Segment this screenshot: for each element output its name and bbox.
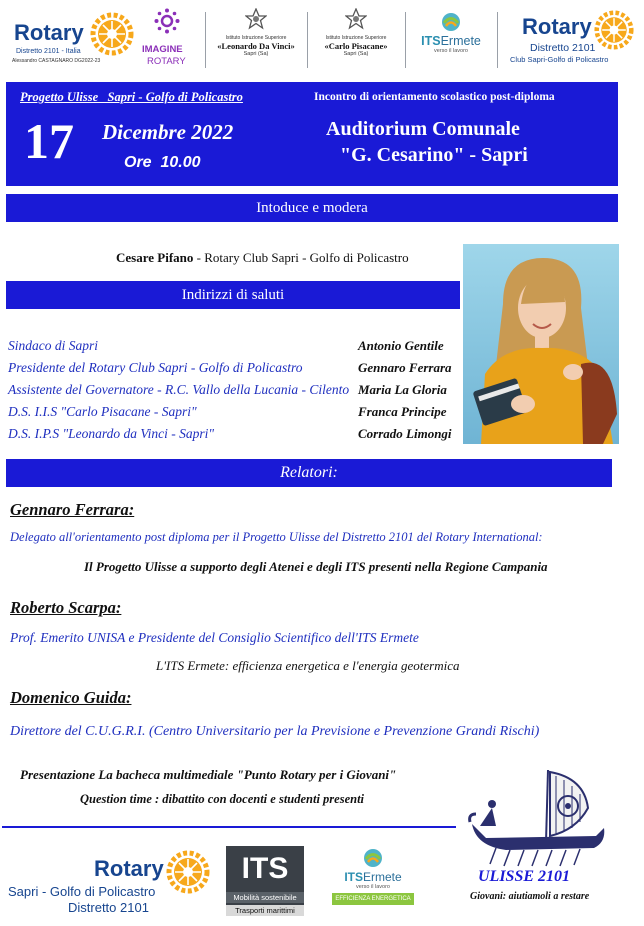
- ermete-label: Ermete: [362, 870, 402, 884]
- its-mobility-label: Mobilità sostenibile: [226, 892, 304, 903]
- its-ermete-mark-icon: [438, 10, 464, 32]
- speakers-bar: Relatori:: [6, 459, 612, 487]
- greeting-role: D.S. I.I.S "Carlo Pisacane - Sapri": [8, 404, 197, 419]
- speaker-role: Direttore del C.U.G.R.I. (Centro Universitario per la Previsione e Prevenzione Grandi Rischi): [10, 724, 540, 739]
- speaker-name: Gennaro Ferrara:: [10, 500, 135, 519]
- rotary-logo-left: [8, 10, 138, 70]
- event-day: 17: [24, 113, 74, 169]
- header-divider: [405, 12, 406, 68]
- imagine-rotary-label: ROTARY: [147, 56, 186, 67]
- its-ermete-wordmark: [332, 870, 414, 884]
- its-ermete-wordmark: [408, 34, 494, 48]
- school2-city: Sapri (Sa): [343, 51, 369, 57]
- speaker-role: Prof. Emerito UNISA e Presidente del Consiglio Scientifico dell'ITS Ermete: [10, 630, 419, 645]
- greeting-name: Corrado Limongi: [358, 426, 452, 441]
- greeting-name: Franca Principe: [358, 404, 447, 419]
- its-ermete-mark-icon: [360, 846, 386, 868]
- greeting-name: Maria La Gloria: [358, 382, 447, 397]
- speaker-topic: Il Progetto Ulisse a supporto degli Atenei e degli ITS presenti nella Regione Campania: [84, 559, 548, 574]
- its-ermete-logo: [408, 10, 494, 70]
- greeting-name: Antonio Gentile: [358, 338, 444, 353]
- school-pisacane-logo: [308, 8, 404, 72]
- italian-emblem-icon: [345, 8, 367, 32]
- school-da-vinci-logo: [206, 8, 306, 72]
- greeting-row: [8, 380, 458, 402]
- closing-question-time: Question time : dibattito con docenti e studenti presenti: [80, 792, 365, 806]
- ulisse-logo: [466, 764, 616, 914]
- moderator-name: Cesare Pifano: [116, 250, 194, 265]
- its-ermete-tagline: verso il lavoro: [356, 884, 390, 890]
- venue-detail: "G. Cesarino" - Sapri: [340, 144, 528, 166]
- footer-rule: [2, 826, 456, 828]
- event-time: Ore 10.00: [124, 154, 201, 171]
- ulisse-subtitle: Giovani: aiutiamoli a restare: [470, 891, 590, 902]
- italian-emblem-icon: [245, 8, 267, 32]
- ermete-label: Ermete: [440, 34, 481, 48]
- header-divider: [497, 12, 498, 68]
- greeting-row: [8, 358, 458, 380]
- intro-bar: Intoduce e modera: [6, 194, 618, 222]
- rotary-logo-right: [500, 8, 640, 72]
- event-month-year: Dicembre 2022: [102, 120, 234, 144]
- speaker-name: Domenico Guida:: [10, 688, 132, 707]
- its-maritime-label: Trasporti marittimi: [226, 905, 304, 916]
- greeting-name: Gennaro Ferrara: [358, 360, 452, 375]
- school1-type: Istituto Istruzione Superiore: [225, 35, 287, 41]
- speaker-role: Delegato all'orientamento post diploma per il Progetto Ulisse del Distretto 2101 del Rotary International:: [10, 530, 543, 544]
- rotary-wordmark: Rotary: [94, 856, 164, 881]
- greetings-list: [8, 336, 458, 446]
- footer-rotary-club: Sapri - Golfo di Policastro: [8, 884, 156, 899]
- footer-its-logo: [226, 846, 304, 916]
- greetings-bar: Indirizzi di saluti: [6, 281, 460, 309]
- greeting-role: Assistente del Governatore - R.C. Vallo della Lucania - Cilento: [8, 382, 350, 397]
- school1-city: Sapri (Sa): [243, 51, 269, 57]
- venue-name: Auditorium Comunale: [326, 118, 520, 140]
- ulisse-title: ULISSE 2101: [478, 868, 571, 885]
- speaker-name: Roberto Scarpa:: [10, 598, 122, 617]
- school1-name: «Leonardo Da Vinci»: [217, 41, 295, 51]
- its-label: ITS: [344, 870, 363, 884]
- rotary-wheel-icon: [90, 12, 134, 56]
- school2-type: Istituto Istruzione Superiore: [325, 35, 387, 41]
- rotary-district-right: Distretto 2101: [530, 42, 596, 54]
- its-label: ITS: [421, 34, 441, 48]
- rotary-wheel-icon: [594, 10, 634, 50]
- efficiency-band: EFFICIENZA ENERGETICA: [332, 893, 414, 905]
- imagine-burst-icon: [154, 8, 180, 34]
- event-title: Incontro di orientamento scolastico post-diploma: [314, 91, 555, 103]
- footer-rotary-logo: [6, 848, 216, 918]
- event-banner: [6, 82, 618, 186]
- school2-name: «Carlo Pisacane»: [324, 41, 388, 51]
- speaker-topic: L'ITS Ermete: efficienza energetica e l'energia geotermica: [156, 658, 460, 673]
- footer-ermete-logo: [332, 846, 414, 916]
- rotary-governor-left: Alessandro CASTAGNARO DG2022-23: [12, 58, 101, 64]
- rotary-wheel-icon: [166, 850, 210, 894]
- moderator-line: [116, 250, 409, 266]
- closing-presentation: Presentazione La bacheca multimediale "Punto Rotary per i Giovani": [20, 767, 397, 782]
- imagine-rotary-logo: [140, 8, 196, 72]
- student-illustration: [463, 244, 619, 444]
- its-ermete-tagline: verso il lavoro: [434, 48, 468, 54]
- ship-icon: [466, 764, 616, 868]
- greeting-row: [8, 424, 458, 446]
- its-big-label: ITS: [241, 852, 289, 885]
- imagine-label: IMAGINE: [142, 44, 183, 55]
- moderator-affiliation: - Rotary Club Sapri - Golfo di Policastro: [193, 250, 409, 265]
- student-photo: [463, 244, 619, 444]
- rotary-wordmark: Rotary: [14, 20, 84, 45]
- greeting-row: [8, 402, 458, 424]
- header-logos: [0, 0, 644, 80]
- greeting-role: D.S. I.P.S "Leonardo da Vinci - Sapri": [8, 426, 215, 441]
- rotary-district-left: Distretto 2101 - Italia: [16, 48, 81, 55]
- rotary-club-right: Club Sapri-Golfo di Policastro: [510, 55, 609, 64]
- rotary-wordmark: Rotary: [522, 14, 592, 39]
- greeting-row: [8, 336, 458, 358]
- project-title: Progetto Ulisse Sapri - Golfo di Policastro: [20, 90, 243, 104]
- greeting-role: Presidente del Rotary Club Sapri - Golfo di Policastro: [8, 360, 303, 375]
- greeting-role: Sindaco di Sapri: [8, 338, 98, 353]
- footer-rotary-district: Distretto 2101: [68, 900, 149, 915]
